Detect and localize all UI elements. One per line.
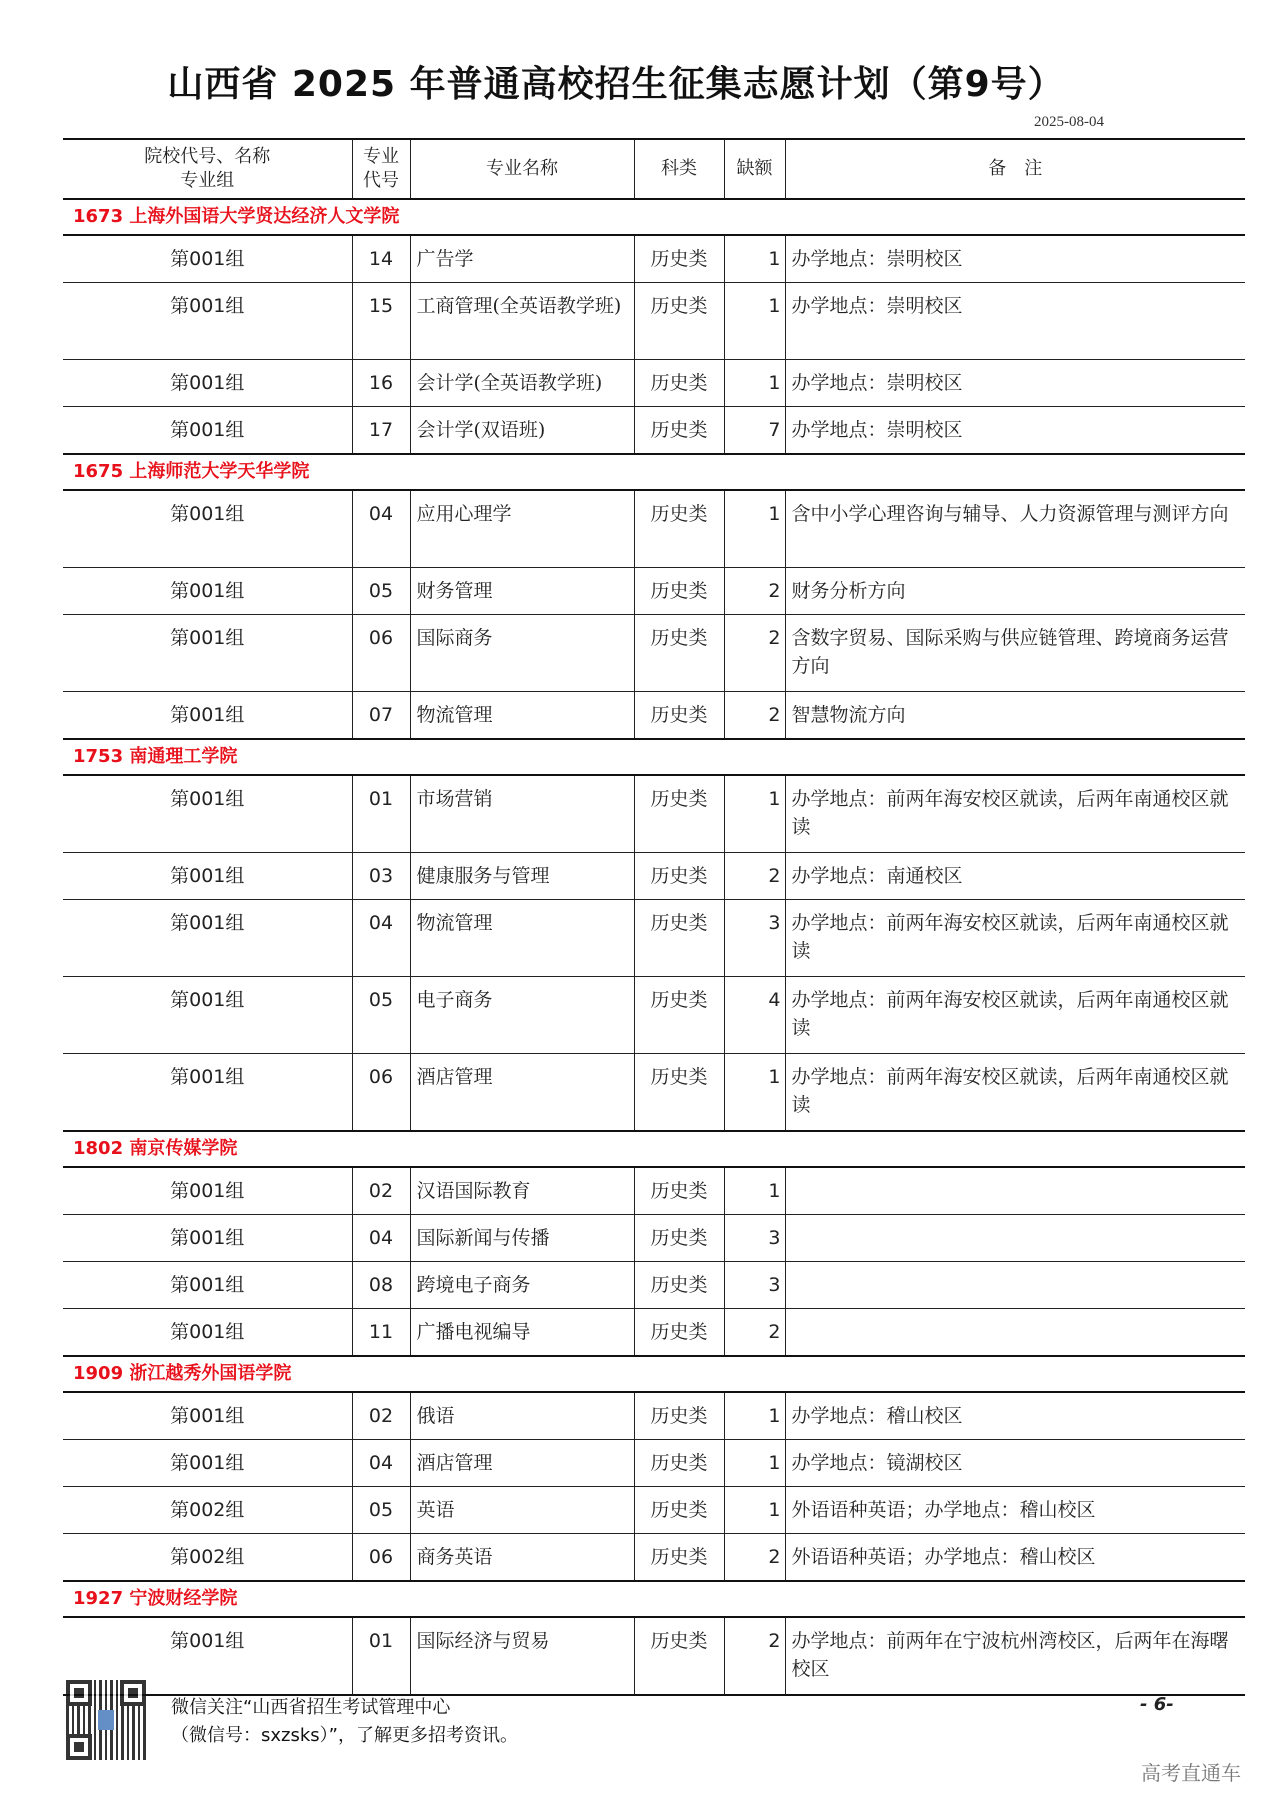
document-date: 2025-08-04: [1034, 114, 1104, 130]
cell-quota: 3: [724, 1262, 785, 1309]
cell-name: 国际经济与贸易: [410, 1617, 634, 1695]
school-section-header: [63, 1581, 1245, 1617]
school-section-header: [63, 739, 1245, 775]
cell-quota: 1: [724, 1392, 785, 1440]
cell-quota: 1: [724, 1167, 785, 1215]
cell-group: 第001组: [63, 1617, 352, 1695]
cell-quota: 3: [724, 900, 785, 977]
cell-code: 01: [352, 775, 410, 853]
school-name: 1673 上海外国语大学贤达经济人文学院: [63, 199, 1245, 235]
school-section-header: [63, 199, 1245, 235]
cell-group: 第001组: [63, 1167, 352, 1215]
cell-quota: 2: [724, 692, 785, 740]
cell-type: 历史类: [634, 1487, 724, 1534]
cell-quota: 2: [724, 1617, 785, 1695]
cell-code: 06: [352, 1534, 410, 1582]
cell-group: 第001组: [63, 283, 352, 360]
header-note: 备 注: [785, 139, 1245, 199]
cell-note: [785, 1215, 1245, 1262]
table-row: [63, 283, 1245, 360]
cell-note: 办学地点：前两年海安校区就读，后两年南通校区就读: [785, 775, 1245, 853]
header-name: 专业名称: [410, 139, 634, 199]
cell-code: 05: [352, 568, 410, 615]
cell-note: 含中小学心理咨询与辅导、人力资源管理与测评方向: [785, 490, 1245, 568]
cell-code: 03: [352, 853, 410, 900]
cell-group: 第001组: [63, 692, 352, 740]
table-row: [63, 1054, 1245, 1132]
cell-group: 第001组: [63, 900, 352, 977]
cell-note: 办学地点：镜湖校区: [785, 1440, 1245, 1487]
cell-type: 历史类: [634, 775, 724, 853]
watermark: 高考直通车: [1141, 1761, 1241, 1785]
cell-note: 办学地点：崇明校区: [785, 283, 1245, 360]
cell-name: 广播电视编导: [410, 1309, 634, 1357]
cell-code: 02: [352, 1167, 410, 1215]
cell-name: 英语: [410, 1487, 634, 1534]
table-row: [63, 1309, 1245, 1357]
cell-group: 第001组: [63, 1215, 352, 1262]
table-row: [63, 1167, 1245, 1215]
cell-name: 会计学(双语班): [410, 407, 634, 455]
cell-code: 05: [352, 1487, 410, 1534]
cell-quota: 4: [724, 977, 785, 1054]
cell-type: 历史类: [634, 568, 724, 615]
header-code-line2: 代号: [363, 170, 399, 191]
cell-type: 历史类: [634, 1215, 724, 1262]
cell-note: 办学地点：前两年在宁波杭州湾校区，后两年在海曙校区: [785, 1617, 1245, 1695]
cell-code: 04: [352, 1215, 410, 1262]
cell-note: 办学地点：南通校区: [785, 853, 1245, 900]
cell-type: 历史类: [634, 407, 724, 455]
table-row: [63, 977, 1245, 1054]
cell-note: 财务分析方向: [785, 568, 1245, 615]
cell-type: 历史类: [634, 1262, 724, 1309]
cell-code: 04: [352, 900, 410, 977]
cell-group: 第001组: [63, 1309, 352, 1357]
cell-name: 酒店管理: [410, 1440, 634, 1487]
cell-code: 17: [352, 407, 410, 455]
cell-name: 俄语: [410, 1392, 634, 1440]
cell-quota: 1: [724, 360, 785, 407]
cell-group: 第001组: [63, 775, 352, 853]
table-row: [63, 900, 1245, 977]
cell-code: 02: [352, 1392, 410, 1440]
cell-group: 第001组: [63, 360, 352, 407]
cell-type: 历史类: [634, 900, 724, 977]
table-row: [63, 1617, 1245, 1695]
table-row: [63, 1487, 1245, 1534]
cell-type: 历史类: [634, 235, 724, 283]
cell-code: 11: [352, 1309, 410, 1357]
cell-note: 含数字贸易、国际采购与供应链管理、跨境商务运营方向: [785, 615, 1245, 692]
table-row: [63, 1534, 1245, 1582]
cell-group: 第001组: [63, 407, 352, 455]
school-name: 1927 宁波财经学院: [63, 1581, 1245, 1617]
cell-name: 国际新闻与传播: [410, 1215, 634, 1262]
cell-quota: 2: [724, 1309, 785, 1357]
table-header: [63, 139, 1245, 199]
cell-code: 04: [352, 490, 410, 568]
table-row: [63, 692, 1245, 740]
footer-line1: 微信关注“山西省招生考试管理中心: [171, 1697, 451, 1718]
cell-name: 跨境电子商务: [410, 1262, 634, 1309]
cell-group: 第001组: [63, 235, 352, 283]
cell-note: 办学地点：前两年海安校区就读，后两年南通校区就读: [785, 1054, 1245, 1132]
cell-code: 16: [352, 360, 410, 407]
cell-note: 外语语种英语；办学地点：稽山校区: [785, 1487, 1245, 1534]
table-row: [63, 1215, 1245, 1262]
cell-group: 第001组: [63, 1440, 352, 1487]
cell-type: 历史类: [634, 360, 724, 407]
cell-note: [785, 1167, 1245, 1215]
cell-type: 历史类: [634, 615, 724, 692]
header-code-line1: 专业: [363, 146, 399, 167]
document-title: 山西省 2025 年普通高校招生征集志愿计划（第9号）: [167, 64, 1065, 105]
table-row: [63, 568, 1245, 615]
table-row: [63, 775, 1245, 853]
cell-code: 08: [352, 1262, 410, 1309]
cell-note: 办学地点：崇明校区: [785, 360, 1245, 407]
header-type: 科类: [634, 139, 724, 199]
cell-type: 历史类: [634, 1392, 724, 1440]
cell-quota: 1: [724, 775, 785, 853]
cell-group: 第001组: [63, 1262, 352, 1309]
cell-name: 健康服务与管理: [410, 853, 634, 900]
cell-name: 财务管理: [410, 568, 634, 615]
cell-type: 历史类: [634, 692, 724, 740]
cell-type: 历史类: [634, 1534, 724, 1582]
cell-name: 市场营销: [410, 775, 634, 853]
cell-note: 办学地点：崇明校区: [785, 407, 1245, 455]
cell-name: 应用心理学: [410, 490, 634, 568]
cell-quota: 1: [724, 283, 785, 360]
school-name: 1753 南通理工学院: [63, 739, 1245, 775]
cell-code: 06: [352, 1054, 410, 1132]
cell-note: 办学地点：崇明校区: [785, 235, 1245, 283]
cell-quota: 1: [724, 1054, 785, 1132]
cell-quota: 1: [724, 235, 785, 283]
cell-name: 广告学: [410, 235, 634, 283]
cell-group: 第001组: [63, 615, 352, 692]
cell-type: 历史类: [634, 1167, 724, 1215]
table-row: [63, 1392, 1245, 1440]
wechat-qr-code: [66, 1680, 146, 1760]
cell-name: 工商管理(全英语教学班): [410, 283, 634, 360]
cell-name: 物流管理: [410, 692, 634, 740]
cell-note: 办学地点：稽山校区: [785, 1392, 1245, 1440]
cell-type: 历史类: [634, 1617, 724, 1695]
cell-quota: 2: [724, 615, 785, 692]
cell-quota: 1: [724, 1440, 785, 1487]
cell-type: 历史类: [634, 283, 724, 360]
school-section-header: [63, 1356, 1245, 1392]
school-section-header: [63, 454, 1245, 490]
enrollment-plan-table: [63, 138, 1245, 1696]
table-row: [63, 1262, 1245, 1309]
table-row: [63, 407, 1245, 455]
school-name: 1909 浙江越秀外国语学院: [63, 1356, 1245, 1392]
cell-code: 01: [352, 1617, 410, 1695]
cell-group: 第002组: [63, 1534, 352, 1582]
table-row: [63, 360, 1245, 407]
table-row: [63, 1440, 1245, 1487]
footer-line2: （微信号：sxzsks）”，了解更多招考资讯。: [171, 1725, 518, 1746]
school-section-header: [63, 1131, 1245, 1167]
cell-code: 06: [352, 615, 410, 692]
cell-code: 07: [352, 692, 410, 740]
cell-code: 15: [352, 283, 410, 360]
table-row: [63, 853, 1245, 900]
cell-note: 办学地点：前两年海安校区就读，后两年南通校区就读: [785, 900, 1245, 977]
cell-note: 办学地点：前两年海安校区就读，后两年南通校区就读: [785, 977, 1245, 1054]
cell-code: 04: [352, 1440, 410, 1487]
cell-group: 第001组: [63, 490, 352, 568]
cell-type: 历史类: [634, 1054, 724, 1132]
school-name: 1675 上海师范大学天华学院: [63, 454, 1245, 490]
cell-note: [785, 1262, 1245, 1309]
cell-quota: 1: [724, 490, 785, 568]
cell-quota: 1: [724, 1487, 785, 1534]
cell-quota: 3: [724, 1215, 785, 1262]
cell-name: 商务英语: [410, 1534, 634, 1582]
cell-name: 酒店管理: [410, 1054, 634, 1132]
cell-name: 电子商务: [410, 977, 634, 1054]
cell-note: 智慧物流方向: [785, 692, 1245, 740]
cell-group: 第002组: [63, 1487, 352, 1534]
cell-quota: 2: [724, 1534, 785, 1582]
cell-type: 历史类: [634, 1440, 724, 1487]
cell-name: 国际商务: [410, 615, 634, 692]
header-quota: 缺额: [724, 139, 785, 199]
cell-group: 第001组: [63, 977, 352, 1054]
header-code: [352, 139, 410, 199]
cell-name: 汉语国际教育: [410, 1167, 634, 1215]
cell-type: 历史类: [634, 490, 724, 568]
cell-group: 第001组: [63, 1392, 352, 1440]
page-number: - 6-: [1140, 1694, 1174, 1715]
table-row: [63, 490, 1245, 568]
cell-group: 第001组: [63, 853, 352, 900]
cell-name: 物流管理: [410, 900, 634, 977]
header-group: [63, 139, 352, 199]
cell-quota: 2: [724, 853, 785, 900]
cell-quota: 2: [724, 568, 785, 615]
cell-group: 第001组: [63, 1054, 352, 1132]
cell-note: 外语语种英语；办学地点：稽山校区: [785, 1534, 1245, 1582]
table-body: [63, 199, 1245, 1695]
table-row: [63, 235, 1245, 283]
header-group-line1: 院校代号、名称: [144, 146, 271, 167]
cell-name: 会计学(全英语教学班): [410, 360, 634, 407]
cell-group: 第001组: [63, 568, 352, 615]
header-group-line2: 专业组: [180, 170, 235, 191]
cell-type: 历史类: [634, 1309, 724, 1357]
cell-type: 历史类: [634, 853, 724, 900]
cell-note: [785, 1309, 1245, 1357]
table-row: [63, 615, 1245, 692]
cell-quota: 7: [724, 407, 785, 455]
cell-code: 05: [352, 977, 410, 1054]
cell-code: 14: [352, 235, 410, 283]
cell-type: 历史类: [634, 977, 724, 1054]
school-name: 1802 南京传媒学院: [63, 1131, 1245, 1167]
